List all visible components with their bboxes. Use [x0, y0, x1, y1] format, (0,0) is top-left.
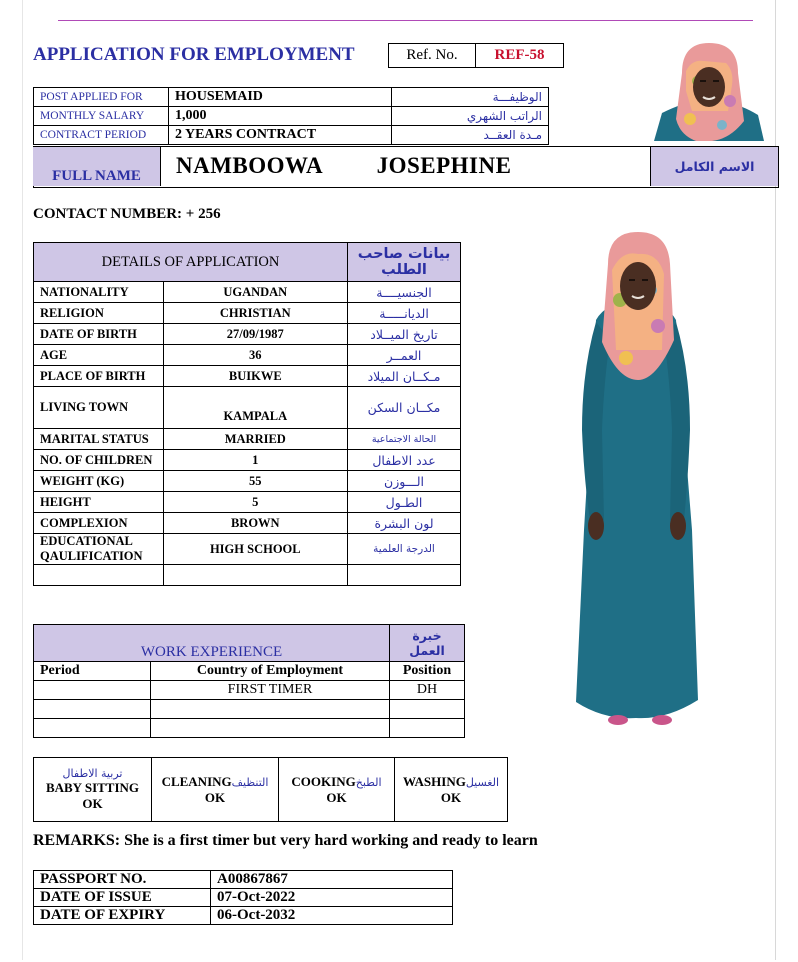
detail-arabic: [348, 565, 461, 586]
table-row: [34, 871, 453, 889]
skills-box: [33, 757, 508, 822]
work-header: WORK EXPERIENCE: [34, 625, 390, 662]
work-header-row: [34, 625, 465, 662]
work-header-arabic: خبرة العمل: [390, 625, 465, 662]
document-title: APPLICATION FOR EMPLOYMENT: [33, 44, 355, 65]
applicant-full-body-photo: [566, 230, 706, 735]
table-row: [34, 450, 461, 471]
detail-arabic: لون البشرة: [348, 513, 461, 534]
skill-arabic: الطبخ: [355, 775, 382, 789]
table-row: [34, 719, 465, 738]
post-info-table: [33, 87, 549, 145]
country-cell: [151, 719, 390, 738]
table-row: [34, 471, 461, 492]
detail-value: MARRIED: [163, 429, 347, 450]
detail-label: NO. OF CHILDREN: [34, 450, 164, 471]
skill-arabic: الغسيل: [465, 775, 500, 789]
detail-arabic: تاريخ الميــلاد: [348, 324, 461, 345]
table-row: [34, 429, 461, 450]
detail-label: HEIGHT: [34, 492, 164, 513]
contract-arabic: مـدة العقــد: [392, 126, 549, 145]
skill-label: BABY SITTING: [45, 780, 140, 795]
detail-arabic: الطـول: [348, 492, 461, 513]
contact-number: CONTACT NUMBER: + 256: [33, 206, 221, 222]
detail-value: BROWN: [163, 513, 347, 534]
full-name-value: NAMBOOWA JOSEPHINE: [176, 153, 512, 178]
table-row: [34, 534, 461, 565]
table-row: [34, 366, 461, 387]
detail-arabic: عدد الاطفال: [348, 450, 461, 471]
table-row: [34, 107, 549, 126]
post-label: POST APPLIED FOR: [34, 88, 169, 107]
skill-baby-sitting: [34, 758, 152, 821]
reference-box: [388, 43, 564, 68]
detail-value: [163, 565, 347, 586]
details-header: DETAILS OF APPLICATION: [34, 243, 348, 282]
detail-value: CHRISTIAN: [163, 303, 347, 324]
passport-value: A00867867: [211, 871, 453, 889]
detail-label: DATE OF BIRTH: [34, 324, 164, 345]
detail-value: KAMPALA: [163, 387, 347, 429]
skill-label: CLEANING: [161, 773, 232, 789]
detail-label: COMPLEXION: [34, 513, 164, 534]
top-divider: [58, 20, 753, 21]
contract-label: CONTRACT PERIOD: [34, 126, 169, 145]
detail-value: HIGH SCHOOL: [163, 534, 347, 565]
detail-label: PLACE OF BIRTH: [34, 366, 164, 387]
column-header-country: Country of Employment: [151, 662, 390, 681]
detail-label: NATIONALITY: [34, 282, 164, 303]
issue-value: 07-Oct-2022: [211, 889, 453, 907]
passport-table: [33, 870, 453, 925]
table-row: [34, 345, 461, 366]
skill-arabic: تربية الاطفال: [62, 767, 123, 780]
position-cell: [390, 700, 465, 719]
column-header-period: Period: [34, 662, 151, 681]
table-row: [34, 492, 461, 513]
expiry-value: 06-Oct-2032: [211, 907, 453, 925]
detail-value: 1: [163, 450, 347, 471]
period-cell: [34, 700, 151, 719]
detail-value: 27/09/1987: [163, 324, 347, 345]
table-row: [34, 513, 461, 534]
post-arabic: الوظيفـــة: [392, 88, 549, 107]
table-row: [34, 662, 465, 681]
table-row: [34, 303, 461, 324]
detail-value: UGANDAN: [163, 282, 347, 303]
detail-label: EDUCATIONAL QAULIFICATION: [34, 534, 164, 565]
skill-status: OK: [326, 789, 347, 805]
table-row: [34, 387, 461, 429]
table-row: [34, 681, 465, 700]
skill-label: COOKING: [291, 773, 356, 789]
position-cell: DH: [390, 681, 465, 700]
detail-label: LIVING TOWN: [34, 387, 164, 429]
detail-value: 36: [163, 345, 347, 366]
detail-label: WEIGHT (KG): [34, 471, 164, 492]
full-name-arabic: الاسم الكامل: [650, 147, 778, 186]
post-value: HOUSEMAID: [169, 88, 392, 107]
salary-label: MONTHLY SALARY: [34, 107, 169, 126]
table-row: [34, 324, 461, 345]
period-cell: [34, 719, 151, 738]
detail-value: 55: [163, 471, 347, 492]
detail-arabic: الدرجة العلمية: [348, 534, 461, 565]
skill-status: OK: [204, 789, 226, 805]
skill-label: WASHING: [402, 773, 466, 789]
detail-arabic: مـكــان الميلاد: [348, 366, 461, 387]
applicant-portrait-photo: [652, 41, 766, 141]
detail-arabic: الجنسيــــة: [348, 282, 461, 303]
details-header-row: [34, 243, 461, 282]
details-header-arabic: بيانات صاحب الطلب: [348, 243, 461, 282]
table-row: [34, 282, 461, 303]
table-row: [34, 565, 461, 586]
table-row: [34, 889, 453, 907]
salary-value: 1,000: [169, 107, 392, 126]
ref-value: REF-58: [494, 47, 545, 63]
table-row: [34, 88, 549, 107]
column-header-position: Position: [390, 662, 465, 681]
detail-arabic: الـــوزن: [348, 471, 461, 492]
detail-arabic: الحالة الاجتماعية: [348, 429, 461, 450]
country-cell: [151, 700, 390, 719]
detail-value: 5: [163, 492, 347, 513]
details-table: [33, 242, 461, 586]
table-row: [34, 126, 549, 145]
period-cell: [34, 681, 151, 700]
work-experience-table: [33, 624, 465, 738]
skill-status: OK: [82, 796, 103, 811]
contract-value: 2 YEARS CONTRACT: [169, 126, 392, 145]
remarks: REMARKS: She is a first timer but very hard working and ready to learn: [33, 832, 538, 849]
issue-label: DATE OF ISSUE: [34, 889, 211, 907]
detail-arabic: مكــان السكن: [348, 387, 461, 429]
skill-washing: [395, 758, 507, 821]
passport-label: PASSPORT NO.: [34, 871, 211, 889]
skill-arabic: التنظيف: [231, 775, 269, 789]
detail-label: RELIGION: [34, 303, 164, 324]
skill-cleaning: [152, 758, 279, 821]
detail-label: MARITAL STATUS: [34, 429, 164, 450]
expiry-label: DATE OF EXPIRY: [34, 907, 211, 925]
country-cell: FIRST TIMER: [151, 681, 390, 700]
ref-label: Ref. No.: [389, 44, 476, 67]
table-row: [34, 700, 465, 719]
skill-status: OK: [440, 789, 462, 805]
detail-value: BUIKWE: [163, 366, 347, 387]
detail-arabic: الديانـــــة: [348, 303, 461, 324]
detail-label: AGE: [34, 345, 164, 366]
full-name-label: FULL NAME: [33, 147, 161, 186]
table-row: [34, 907, 453, 925]
detail-arabic: العمــر: [348, 345, 461, 366]
salary-arabic: الراتب الشهري: [392, 107, 549, 126]
detail-label: [34, 565, 164, 586]
position-cell: [390, 719, 465, 738]
skill-cooking: [279, 758, 395, 821]
